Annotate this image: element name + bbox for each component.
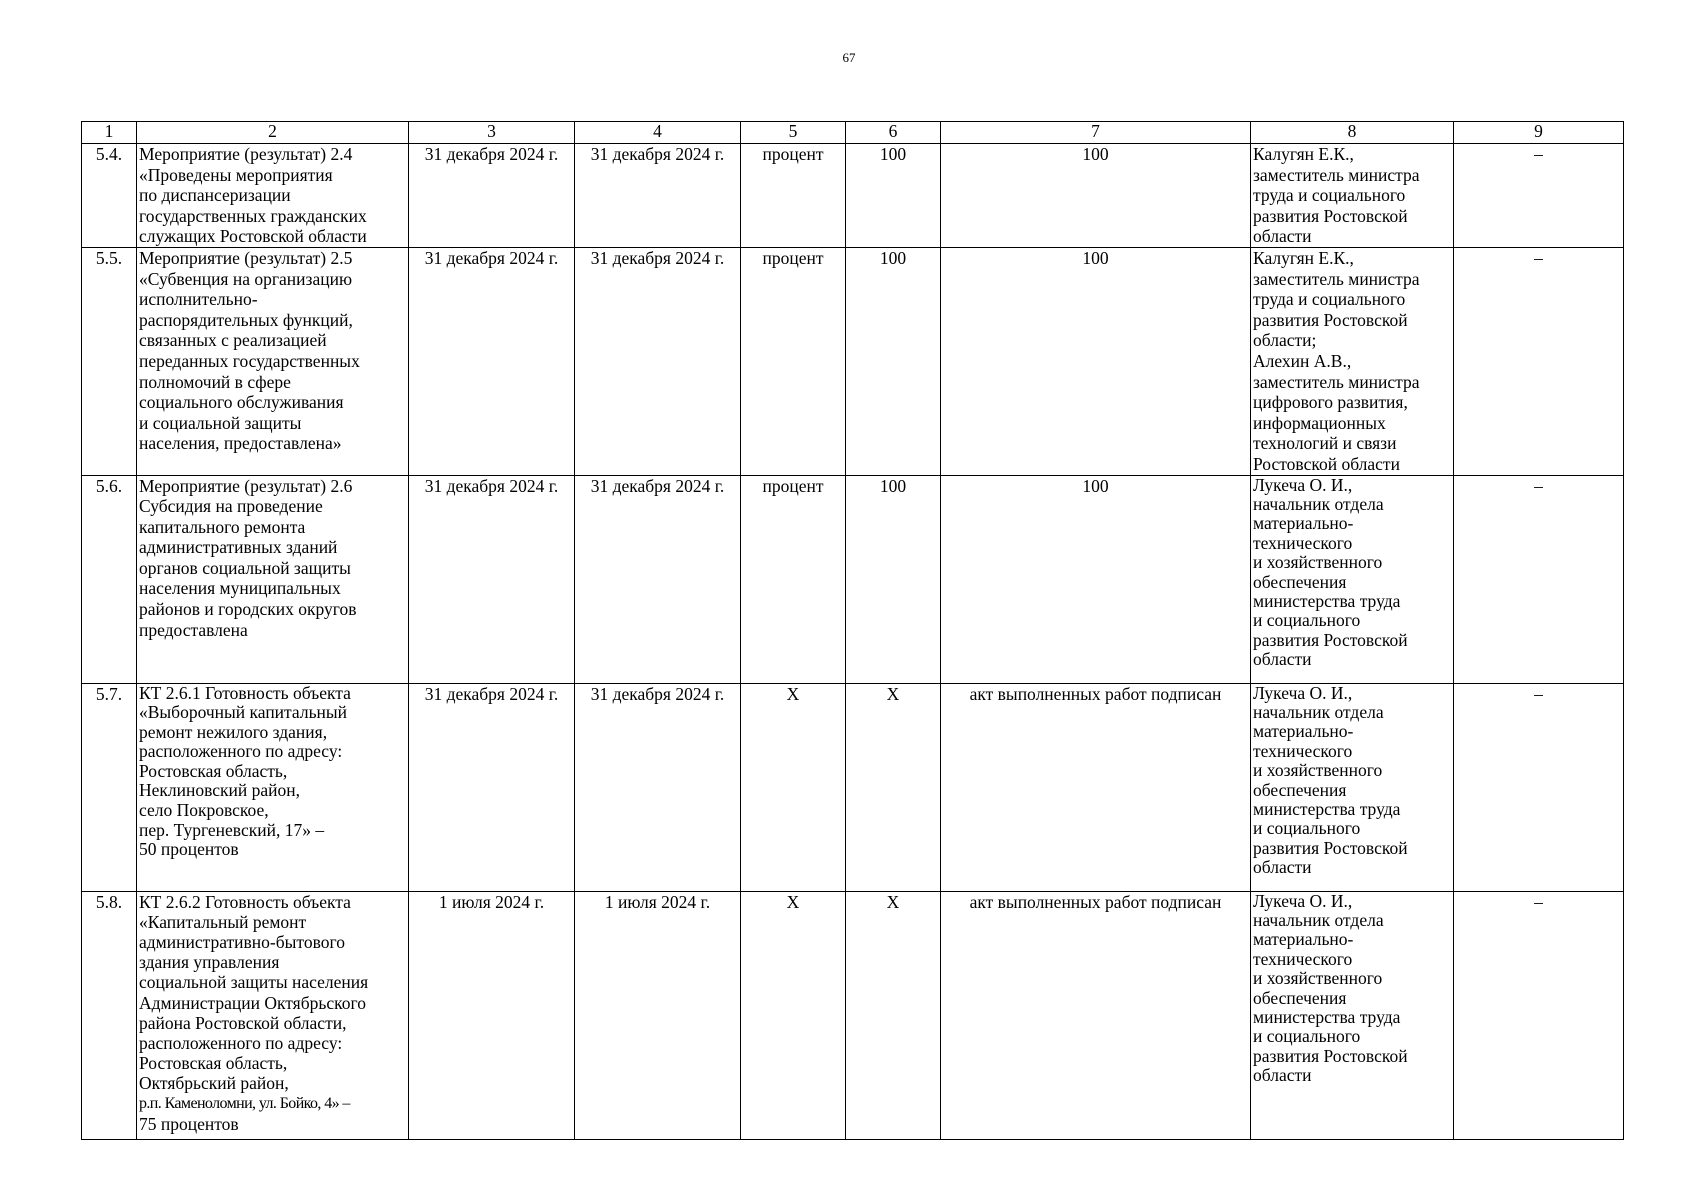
activity-name xyxy=(137,683,409,891)
end-date: 31 декабря 2024 г. xyxy=(575,683,741,891)
text-line: технического xyxy=(1253,740,1353,761)
text-line: административно-бытового xyxy=(139,931,345,952)
text-line: технологий и связи xyxy=(1253,433,1397,454)
text-line: населения муниципальных xyxy=(139,578,341,599)
text-line: Мероприятие (результат) 2.6 xyxy=(139,475,353,496)
activity-name xyxy=(137,247,409,475)
unit: процент xyxy=(741,247,846,475)
text-line: служащих Ростовской области xyxy=(139,226,367,247)
row-number: 5.5. xyxy=(82,247,137,475)
column-header: 4 xyxy=(575,122,741,144)
unit: X xyxy=(741,683,846,891)
target-value: X xyxy=(846,891,941,1139)
text-line: распорядительных функций, xyxy=(139,309,353,330)
text-line: заместитель министра xyxy=(1253,164,1420,185)
text-line: министерства труда xyxy=(1253,798,1401,819)
end-date: 31 декабря 2024 г. xyxy=(575,247,741,475)
table-row xyxy=(82,247,1624,475)
column-header: 6 xyxy=(846,122,941,144)
text-line: Ростовская область, xyxy=(139,760,288,781)
text-line: Лукеча О. И., xyxy=(1253,474,1353,495)
text-line: здания управления xyxy=(139,952,280,973)
responsible xyxy=(1251,891,1454,1139)
text-line: материально- xyxy=(1253,721,1354,742)
unit: процент xyxy=(741,144,846,248)
text-line: области xyxy=(1253,1065,1312,1086)
end-date: 1 июля 2024 г. xyxy=(575,891,741,1139)
table-row xyxy=(82,475,1624,683)
text-line: капитального ремонта xyxy=(139,516,306,537)
text-line: цифрового развития, xyxy=(1253,392,1408,413)
text-line: и социального xyxy=(1253,1026,1361,1047)
text-line: материально- xyxy=(1253,929,1354,950)
table-row xyxy=(82,891,1624,1139)
result: 100 xyxy=(941,247,1251,475)
text-line: заместитель министра xyxy=(1253,371,1420,392)
column-header: 3 xyxy=(409,122,575,144)
text-line: связанных с реализацией xyxy=(139,330,327,351)
text-line: начальник отдела xyxy=(1253,909,1384,930)
text-line: Администрации Октябрьского xyxy=(139,992,366,1013)
column-header: 9 xyxy=(1454,122,1624,144)
end-date: 31 декабря 2024 г. xyxy=(575,144,741,248)
text-line: начальник отдела xyxy=(1253,493,1384,514)
text-line: 50 процентов xyxy=(139,839,239,860)
text-line: заместитель министра xyxy=(1253,268,1420,289)
start-date: 1 июля 2024 г. xyxy=(409,891,575,1139)
text-line: КТ 2.6.1 Готовность объекта xyxy=(139,682,351,703)
text-line: «Выборочный капитальный xyxy=(139,702,348,723)
column-header: 2 xyxy=(137,122,409,144)
responsible xyxy=(1251,683,1454,891)
column-header: 8 xyxy=(1251,122,1454,144)
unit: процент xyxy=(741,475,846,683)
text-line: по диспансеризации xyxy=(139,185,291,206)
plan-table xyxy=(81,121,1624,1140)
text-line: обеспечения xyxy=(1253,571,1347,592)
text-line: социального обслуживания xyxy=(139,392,344,413)
text-line: «Субвенция на организацию xyxy=(139,268,353,289)
result: 100 xyxy=(941,144,1251,248)
text-line: министерства труда xyxy=(1253,590,1401,611)
start-date: 31 декабря 2024 г. xyxy=(409,475,575,683)
text-line: обеспечения xyxy=(1253,987,1347,1008)
text-line: труда и социального xyxy=(1253,289,1406,310)
text-line: Неклиновский район, xyxy=(139,780,301,801)
text-line: развития Ростовской xyxy=(1253,309,1408,330)
text-line: административных зданий xyxy=(139,537,338,558)
text-line: технического xyxy=(1253,948,1353,969)
activity-name xyxy=(137,475,409,683)
column-header: 1 xyxy=(82,122,137,144)
text-line: Калугян Е.К., xyxy=(1253,144,1354,164)
text-line: государственных гражданских xyxy=(139,205,367,226)
result: акт выполненных работ подписан xyxy=(941,891,1251,1139)
text-line: Лукеча О. И., xyxy=(1253,682,1353,703)
text-line: районов и городских округов xyxy=(139,599,357,620)
text-line: технического xyxy=(1253,532,1353,553)
target-value: 100 xyxy=(846,475,941,683)
note: – xyxy=(1454,683,1624,891)
row-number: 5.8. xyxy=(82,891,137,1139)
text-line: и социального xyxy=(1253,818,1361,839)
text-line: Ростовской области xyxy=(1253,453,1400,474)
text-line: Ростовская область, xyxy=(139,1053,288,1074)
activity-name xyxy=(137,891,409,1139)
text-line: информационных xyxy=(1253,412,1386,433)
responsible xyxy=(1251,475,1454,683)
row-number: 5.7. xyxy=(82,683,137,891)
text-line: области xyxy=(1253,226,1312,247)
text-line: Мероприятие (результат) 2.4 xyxy=(139,144,353,164)
note: – xyxy=(1454,891,1624,1139)
text-line: расположенного по адресу: xyxy=(139,741,343,762)
target-value: 100 xyxy=(846,144,941,248)
text-line: 75 процентов xyxy=(139,1113,239,1134)
text-line: и социального xyxy=(1253,610,1361,631)
text-line: развития Ростовской xyxy=(1253,1045,1408,1066)
text-line: труда и социального xyxy=(1253,185,1406,206)
text-line: населения, предоставлена» xyxy=(139,433,342,454)
text-line: и социальной защиты xyxy=(139,412,302,433)
start-date: 31 декабря 2024 г. xyxy=(409,247,575,475)
text-line: и хозяйственного xyxy=(1253,968,1383,989)
text-line: министерства труда xyxy=(1253,1006,1401,1027)
row-number: 5.6. xyxy=(82,475,137,683)
note: – xyxy=(1454,144,1624,248)
target-value: X xyxy=(846,683,941,891)
text-line: расположенного по адресу: xyxy=(139,1032,343,1053)
text-line: село Покровское, xyxy=(139,800,269,821)
responsible xyxy=(1251,247,1454,475)
text-line: района Ростовской области, xyxy=(139,1012,347,1033)
text-line: развития Ростовской xyxy=(1253,629,1408,650)
text-line: области xyxy=(1253,649,1312,670)
text-line: Октябрьский район, xyxy=(139,1073,289,1094)
column-header: 7 xyxy=(941,122,1251,144)
text-line: исполнительно- xyxy=(139,289,258,310)
text-line: КТ 2.6.2 Готовность объекта xyxy=(139,891,351,912)
text-line: начальник отдела xyxy=(1253,701,1384,722)
text-line: области xyxy=(1253,857,1312,878)
start-date: 31 декабря 2024 г. xyxy=(409,144,575,248)
text-line: и хозяйственного xyxy=(1253,552,1383,573)
target-value: 100 xyxy=(846,247,941,475)
column-number-row xyxy=(82,122,1624,144)
result: 100 xyxy=(941,475,1251,683)
end-date: 31 декабря 2024 г. xyxy=(575,475,741,683)
row-number: 5.4. xyxy=(82,144,137,248)
text-line: Алехин А.В., xyxy=(1253,350,1352,371)
text-line: полномочий в сфере xyxy=(139,371,291,392)
note: – xyxy=(1454,247,1624,475)
text-line: области; xyxy=(1253,330,1317,351)
result: акт выполненных работ подписан xyxy=(941,683,1251,891)
text-line: предоставлена xyxy=(139,619,248,640)
note: – xyxy=(1454,475,1624,683)
text-line: Мероприятие (результат) 2.5 xyxy=(139,247,353,268)
text-line: ремонт нежилого здания, xyxy=(139,721,328,742)
text-line: Калугян Е.К., xyxy=(1253,247,1354,268)
text-line: развития Ростовской xyxy=(1253,837,1408,858)
text-line: р.п. Каменоломни, ул. Бойко, 4» – xyxy=(139,1094,350,1112)
text-line: переданных государственных xyxy=(139,350,360,371)
text-line: и хозяйственного xyxy=(1253,760,1383,781)
text-line: обеспечения xyxy=(1253,779,1347,800)
text-line: «Капитальный ремонт xyxy=(139,911,307,932)
text-line: социальной защиты населения xyxy=(139,972,369,993)
text-line: «Проведены мероприятия xyxy=(139,164,333,185)
text-line: органов социальной защиты xyxy=(139,557,351,578)
page-number: 67 xyxy=(842,50,856,65)
unit: X xyxy=(741,891,846,1139)
column-header: 5 xyxy=(741,122,846,144)
text-line: развития Ростовской xyxy=(1253,205,1408,226)
table-row xyxy=(82,683,1624,891)
text-line: материально- xyxy=(1253,513,1354,534)
start-date: 31 декабря 2024 г. xyxy=(409,683,575,891)
responsible xyxy=(1251,144,1454,248)
table-row xyxy=(82,144,1624,248)
text-line: Субсидия на проведение xyxy=(139,496,323,517)
text-line: Лукеча О. И., xyxy=(1253,890,1353,911)
text-line: пер. Тургеневский, 17» – xyxy=(139,819,325,840)
activity-name xyxy=(137,144,409,248)
